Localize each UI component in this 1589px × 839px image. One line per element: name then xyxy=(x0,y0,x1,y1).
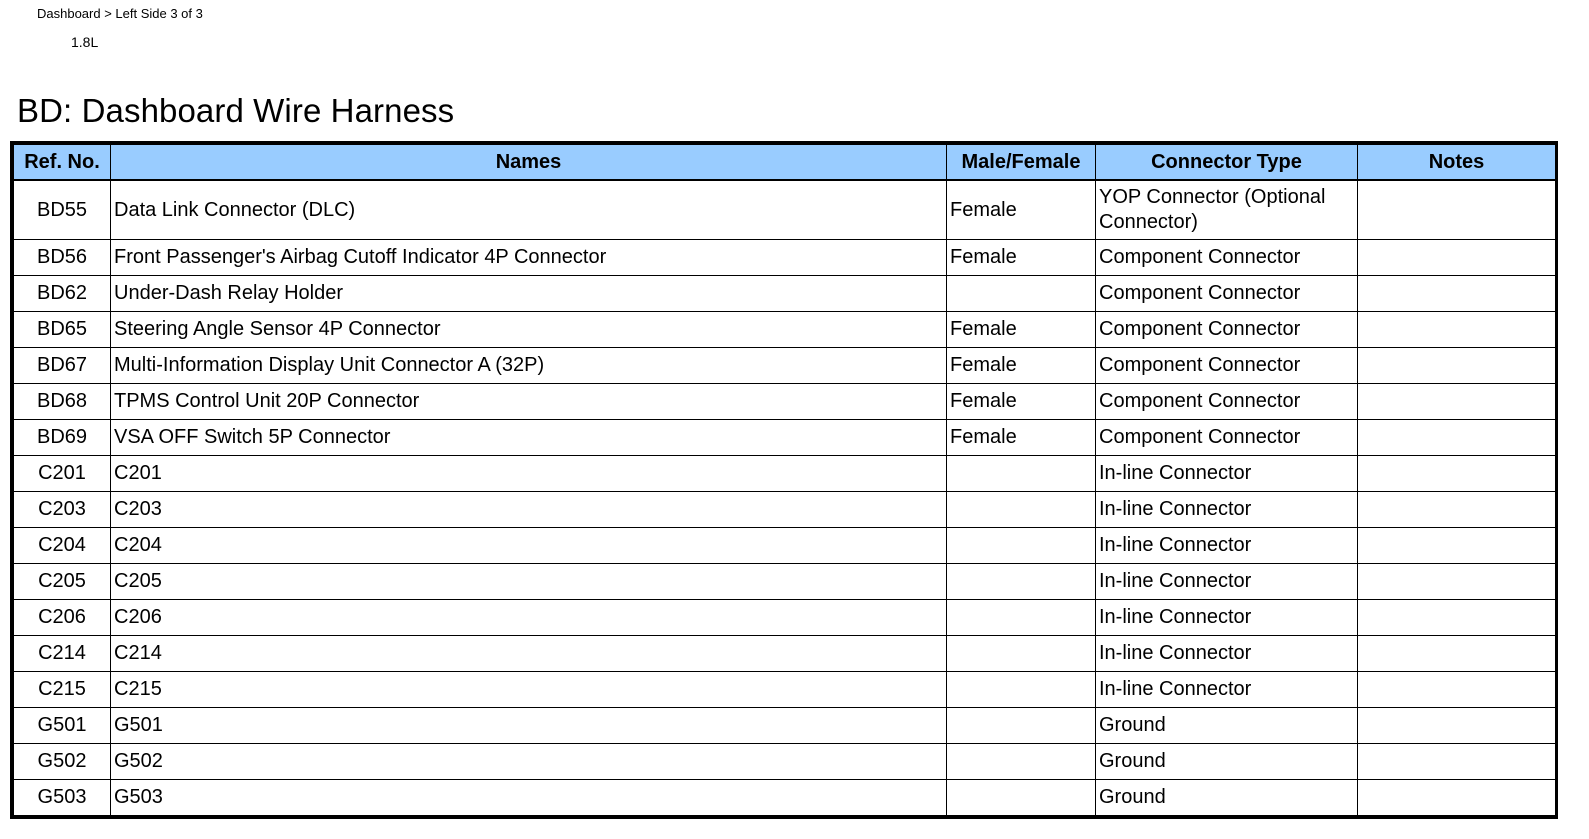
cell-male-female xyxy=(947,276,1096,312)
cell-connector-type: In-line Connector xyxy=(1096,492,1358,528)
cell-notes xyxy=(1358,420,1556,456)
cell-male-female: Female xyxy=(947,384,1096,420)
cell-ref-no: C214 xyxy=(14,636,111,672)
cell-name: C214 xyxy=(111,636,947,672)
page-title: BD: Dashboard Wire Harness xyxy=(17,92,455,129)
cell-connector-type: In-line Connector xyxy=(1096,564,1358,600)
table-row xyxy=(14,564,1556,600)
cell-connector-type: Component Connector xyxy=(1096,384,1358,420)
table-row xyxy=(14,744,1556,780)
cell-connector-type: Component Connector xyxy=(1096,240,1358,276)
table-row xyxy=(14,780,1556,816)
cell-ref-no: BD55 xyxy=(14,180,111,240)
cell-name: VSA OFF Switch 5P Connector xyxy=(111,420,947,456)
cell-notes xyxy=(1358,180,1556,240)
cell-notes xyxy=(1358,600,1556,636)
cell-ref-no: G503 xyxy=(14,780,111,816)
breadcrumb: Dashboard > Left Side 3 of 3 xyxy=(37,6,203,21)
cell-ref-no: C204 xyxy=(14,528,111,564)
cell-notes xyxy=(1358,384,1556,420)
cell-male-female xyxy=(947,456,1096,492)
table-row xyxy=(14,456,1556,492)
table-row xyxy=(14,600,1556,636)
cell-ref-no: BD69 xyxy=(14,420,111,456)
cell-notes xyxy=(1358,780,1556,816)
table-row xyxy=(14,492,1556,528)
cell-connector-type: In-line Connector xyxy=(1096,672,1358,708)
cell-name: Front Passenger's Airbag Cutoff Indicator 4P Connector xyxy=(111,240,947,276)
cell-name: Steering Angle Sensor 4P Connector xyxy=(111,312,947,348)
table-row xyxy=(14,708,1556,744)
cell-name: C215 xyxy=(111,672,947,708)
table-row xyxy=(14,180,1556,240)
cell-connector-type: Ground xyxy=(1096,744,1358,780)
table-row xyxy=(14,384,1556,420)
cell-connector-type: Component Connector xyxy=(1096,420,1358,456)
cell-notes xyxy=(1358,312,1556,348)
harness-table xyxy=(13,144,1556,816)
cell-ref-no: G502 xyxy=(14,744,111,780)
table-row xyxy=(14,348,1556,384)
column-header-names: Names xyxy=(111,145,947,181)
table-row xyxy=(14,420,1556,456)
cell-ref-no: C206 xyxy=(14,600,111,636)
cell-connector-type: Ground xyxy=(1096,780,1358,816)
column-header-ref-no: Ref. No. xyxy=(14,145,111,181)
cell-ref-no: C215 xyxy=(14,672,111,708)
cell-notes xyxy=(1358,708,1556,744)
cell-connector-type: Component Connector xyxy=(1096,348,1358,384)
cell-ref-no: BD68 xyxy=(14,384,111,420)
cell-male-female xyxy=(947,708,1096,744)
cell-male-female xyxy=(947,672,1096,708)
cell-male-female xyxy=(947,780,1096,816)
cell-ref-no: BD67 xyxy=(14,348,111,384)
cell-connector-type: Component Connector xyxy=(1096,276,1358,312)
cell-name: Under-Dash Relay Holder xyxy=(111,276,947,312)
cell-notes xyxy=(1358,672,1556,708)
table-row xyxy=(14,276,1556,312)
cell-notes xyxy=(1358,528,1556,564)
cell-connector-type: In-line Connector xyxy=(1096,600,1358,636)
cell-notes xyxy=(1358,276,1556,312)
harness-table-frame xyxy=(10,141,1558,819)
cell-connector-type: Ground xyxy=(1096,708,1358,744)
cell-name: Multi-Information Display Unit Connector A (32P) xyxy=(111,348,947,384)
cell-male-female xyxy=(947,492,1096,528)
table-row xyxy=(14,672,1556,708)
cell-notes xyxy=(1358,240,1556,276)
cell-name: C206 xyxy=(111,600,947,636)
column-header-notes: Notes xyxy=(1358,145,1556,181)
cell-ref-no: G501 xyxy=(14,708,111,744)
cell-ref-no: C205 xyxy=(14,564,111,600)
cell-notes xyxy=(1358,564,1556,600)
cell-name: G503 xyxy=(111,780,947,816)
cell-ref-no: C201 xyxy=(14,456,111,492)
table-row xyxy=(14,312,1556,348)
cell-male-female: Female xyxy=(947,240,1096,276)
cell-connector-type: In-line Connector xyxy=(1096,528,1358,564)
table-header xyxy=(14,145,1556,181)
cell-name: C203 xyxy=(111,492,947,528)
cell-male-female: Female xyxy=(947,180,1096,240)
table-row xyxy=(14,528,1556,564)
cell-male-female xyxy=(947,528,1096,564)
cell-notes xyxy=(1358,456,1556,492)
cell-ref-no: BD65 xyxy=(14,312,111,348)
cell-ref-no: BD56 xyxy=(14,240,111,276)
cell-notes xyxy=(1358,492,1556,528)
cell-male-female xyxy=(947,600,1096,636)
cell-name: Data Link Connector (DLC) xyxy=(111,180,947,240)
cell-male-female: Female xyxy=(947,348,1096,384)
header-row xyxy=(14,145,1556,181)
cell-connector-type: YOP Connector (Optional Connector) xyxy=(1096,180,1358,240)
cell-ref-no: BD62 xyxy=(14,276,111,312)
cell-male-female xyxy=(947,744,1096,780)
cell-connector-type: In-line Connector xyxy=(1096,636,1358,672)
cell-name: G501 xyxy=(111,708,947,744)
cell-notes xyxy=(1358,744,1556,780)
cell-connector-type: Component Connector xyxy=(1096,312,1358,348)
cell-male-female xyxy=(947,564,1096,600)
table-row xyxy=(14,636,1556,672)
cell-name: C204 xyxy=(111,528,947,564)
cell-male-female: Female xyxy=(947,420,1096,456)
cell-male-female xyxy=(947,636,1096,672)
cell-ref-no: C203 xyxy=(14,492,111,528)
column-header-male-female: Male/Female xyxy=(947,145,1096,181)
table-body xyxy=(14,180,1556,816)
cell-name: TPMS Control Unit 20P Connector xyxy=(111,384,947,420)
cell-notes xyxy=(1358,348,1556,384)
cell-name: C201 xyxy=(111,456,947,492)
engine-subtitle: 1.8L xyxy=(71,34,99,50)
table-row xyxy=(14,240,1556,276)
cell-male-female: Female xyxy=(947,312,1096,348)
cell-connector-type: In-line Connector xyxy=(1096,456,1358,492)
cell-notes xyxy=(1358,636,1556,672)
cell-name: G502 xyxy=(111,744,947,780)
cell-name: C205 xyxy=(111,564,947,600)
column-header-connector-type: Connector Type xyxy=(1096,145,1358,181)
